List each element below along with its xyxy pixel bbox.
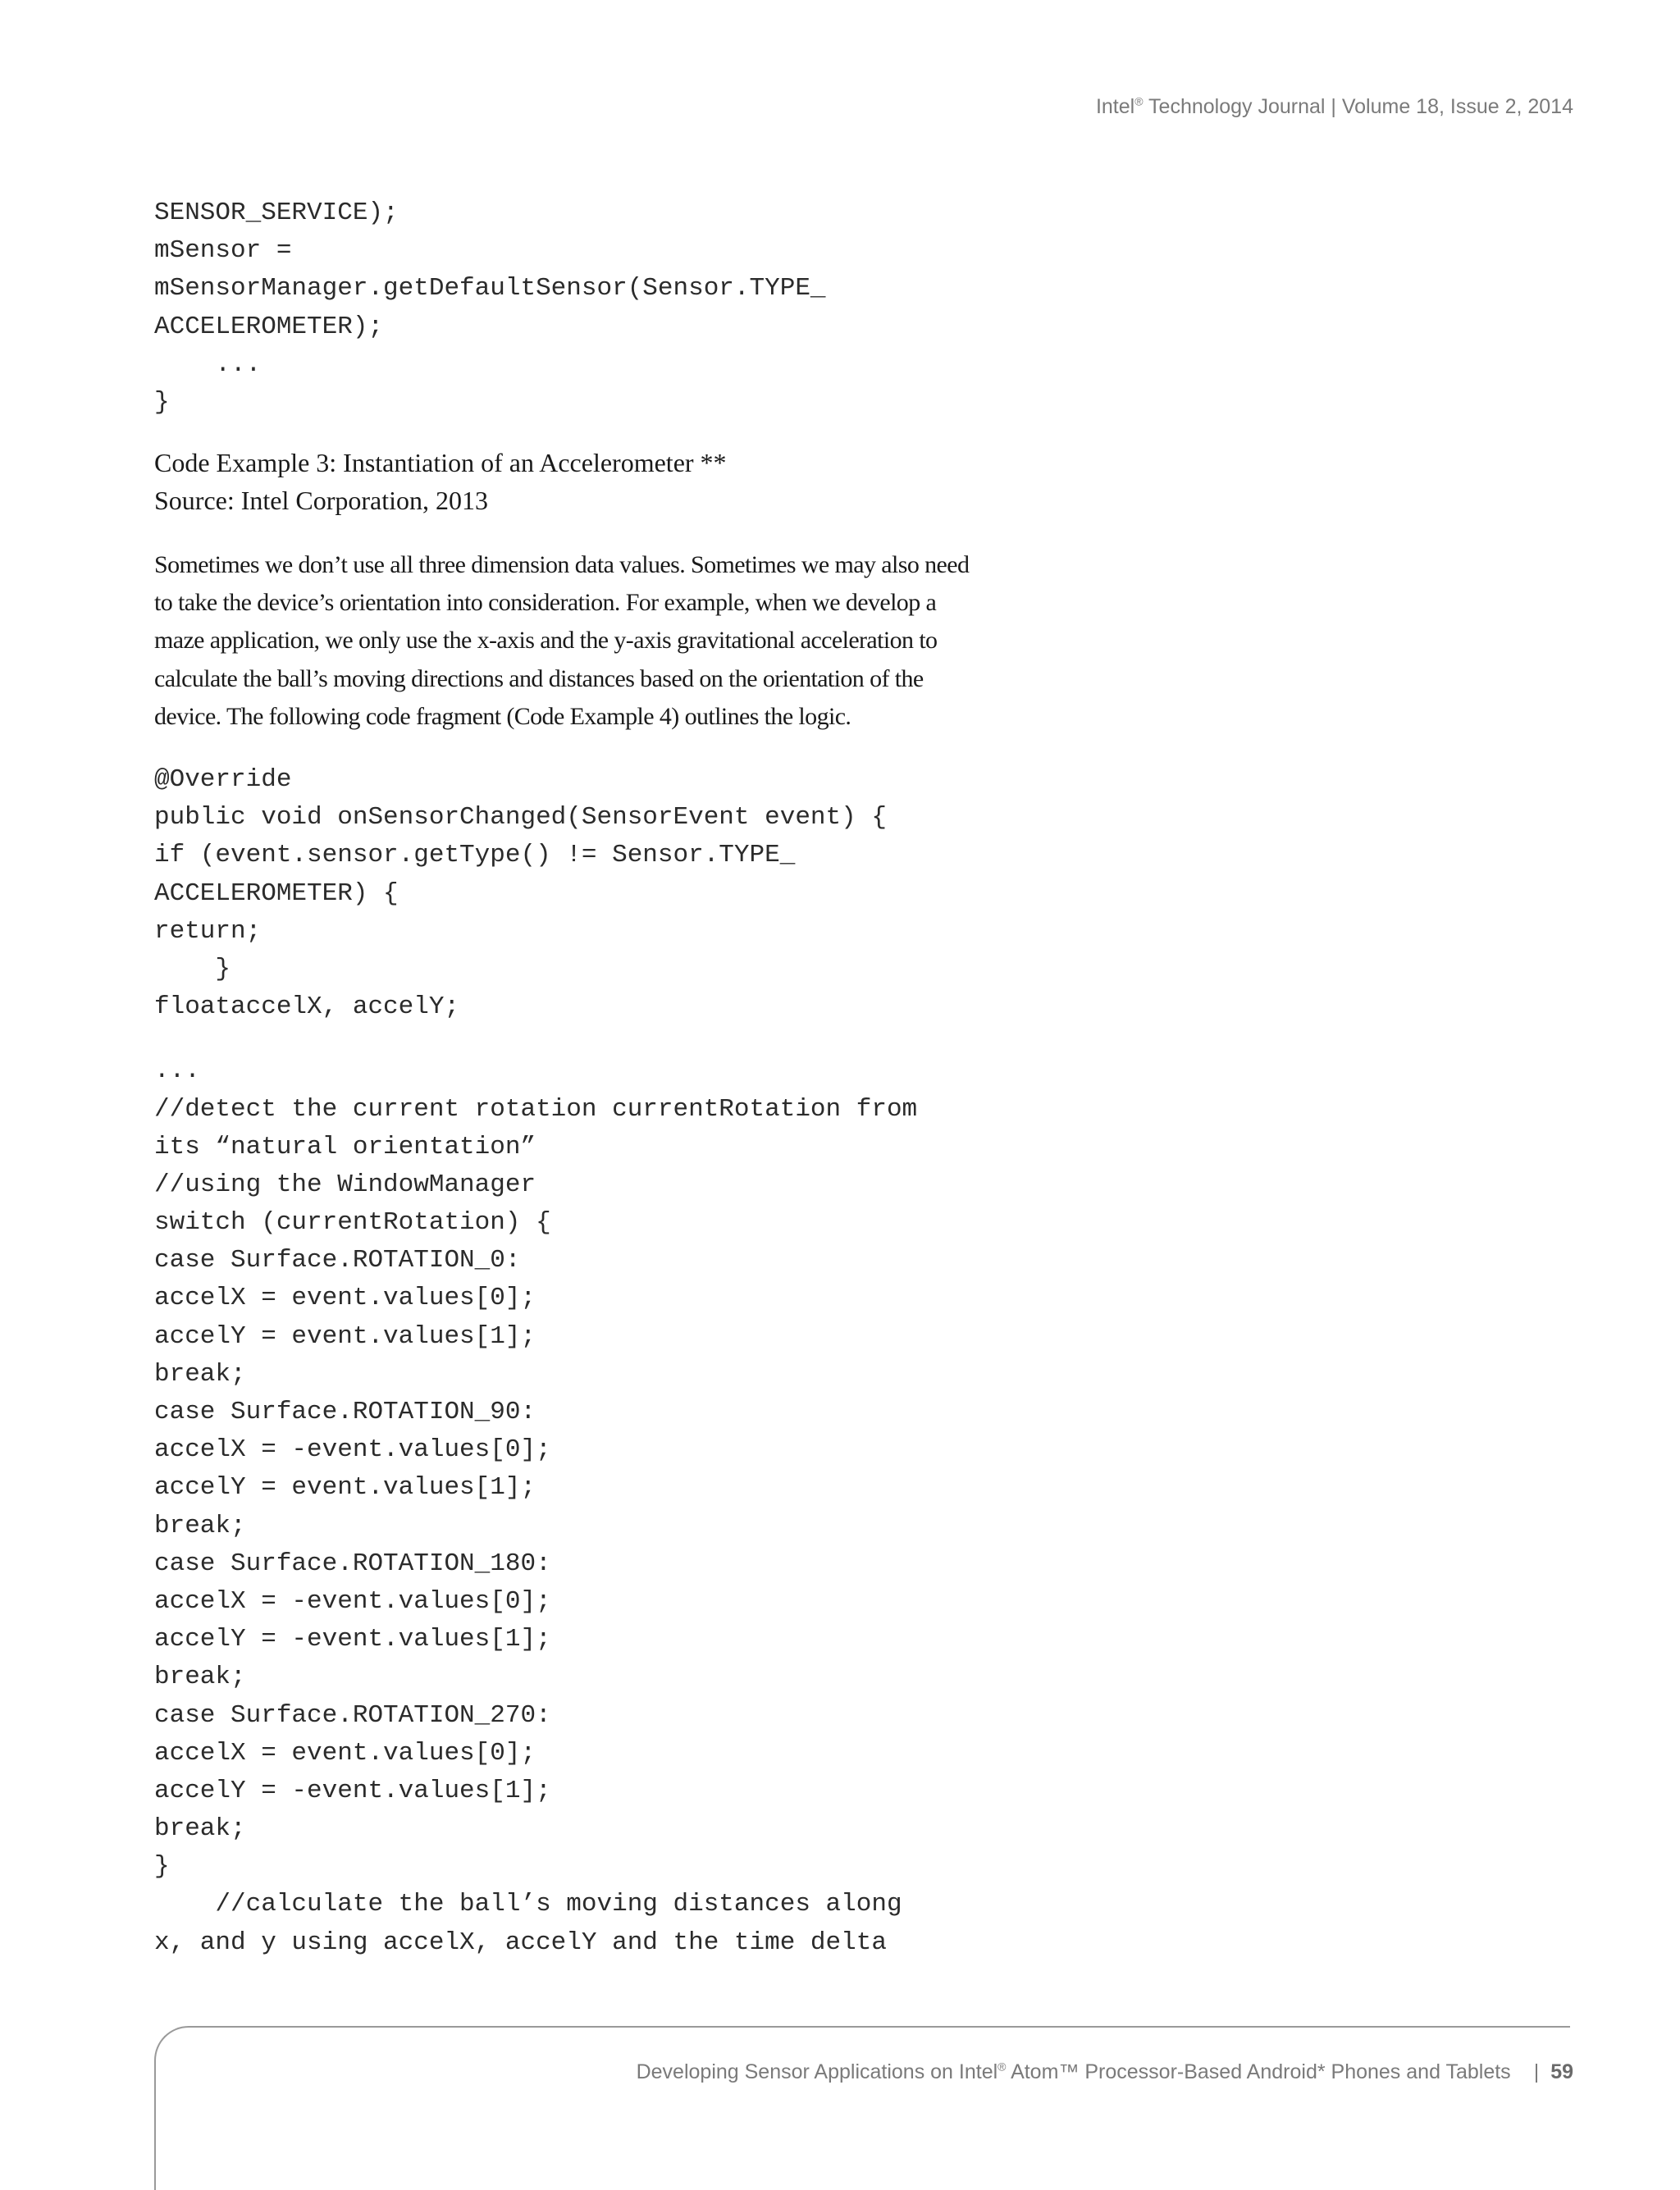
journal-issue: Technology Journal | Volume 18, Issue 2, 2014 [1143,95,1573,118]
caption-title: Code Example 3: Instantiation of an Accelerometer ** [154,448,727,477]
code-line: case Surface.ROTATION_90: [154,1398,536,1426]
article-title-pre: Developing Sensor Applications on Intel [636,2060,998,2083]
code-line: ... [154,1056,200,1086]
code-line: //using the WindowManager [154,1170,536,1199]
page-number: 59 [1550,2060,1573,2083]
registered-mark: ® [998,2060,1007,2074]
registered-mark: ® [1134,94,1144,108]
caption-source: Source: Intel Corporation, 2013 [154,486,489,515]
code-line: public void onSensorChanged(SensorEvent event) { [154,803,887,833]
code-line: break; [154,1663,246,1692]
code-line: its “natural orientation” [154,1132,536,1161]
code-gap [154,1026,917,1052]
code-line: } [154,954,231,983]
code-line: floataccelX, accelY; [154,992,460,1022]
code-line: //detect the current rotation currentRotation from [154,1094,918,1124]
paragraph-line: maze application, we only use the x-axis and the y-axis gravitational acceleration to [154,627,938,655]
body-paragraph [154,546,999,736]
paragraph-line: calculate the ball’s moving directions and distances based on the orientation of the [154,664,924,692]
footer-separator: | [1533,2060,1540,2083]
paragraph-line: Sometimes we don’t use all three dimension data values. Sometimes we may also need [154,551,970,578]
code-line: accelX = event.values[0]; [154,1738,536,1768]
code-line: accelY = -event.values[1]; [154,1625,551,1654]
code-line: case Surface.ROTATION_0: [154,1246,521,1275]
running-header [1096,95,1573,119]
code-line: } [154,1852,170,1882]
code-line: accelY = -event.values[1]; [154,1776,551,1805]
code-line: switch (currentRotation) { [154,1208,551,1238]
code-line: break; [154,1511,246,1540]
code-line: if (event.sensor.getType() != Sensor.TYPE_ [154,841,796,870]
code-line: case Surface.ROTATION_270: [154,1700,551,1730]
code-line: SENSOR_SERVICE); [154,198,399,227]
paragraph-line: device. The following code fragment (Code Example 4) outlines the logic. [154,702,851,730]
code-line: @Override [154,765,292,794]
code-example-caption [154,444,727,519]
code-line: accelX = event.values[0]; [154,1284,536,1313]
code-block-sensor-changed [154,761,917,1962]
code-line: accelX = -event.values[0]; [154,1435,551,1465]
running-footer [637,2060,1573,2084]
paragraph-line: to take the device’s orientation into consideration. For example, when we develop a [154,589,937,617]
footer-frame [154,2026,1570,2190]
code-line: //calculate the ball’s moving distances along [154,1890,902,1919]
journal-name: Intel [1095,95,1135,118]
code-line: case Surface.ROTATION_180: [154,1549,551,1578]
code-line: accelY = event.values[1]; [154,1321,536,1351]
code-line: ... [154,349,262,379]
code-line: x, and y using accelX, accelY and the time delta [154,1928,887,1957]
code-line: mSensor = [154,236,292,266]
code-line: return; [154,916,262,946]
code-line: break; [154,1359,246,1389]
code-line: break; [154,1814,246,1844]
code-line: accelX = -event.values[0]; [154,1586,551,1616]
code-line: accelY = event.values[1]; [154,1473,536,1503]
code-line: } [154,387,170,417]
code-line: ACCELEROMETER); [154,312,384,341]
code-line: ACCELEROMETER) { [154,878,399,908]
code-block-accelerometer-instantiation [154,194,826,422]
code-line: mSensorManager.getDefaultSensor(Sensor.TYPE_ [154,274,826,303]
article-title-post: Atom™ Processor-Based Android* Phones and Tablets [1006,2060,1511,2083]
